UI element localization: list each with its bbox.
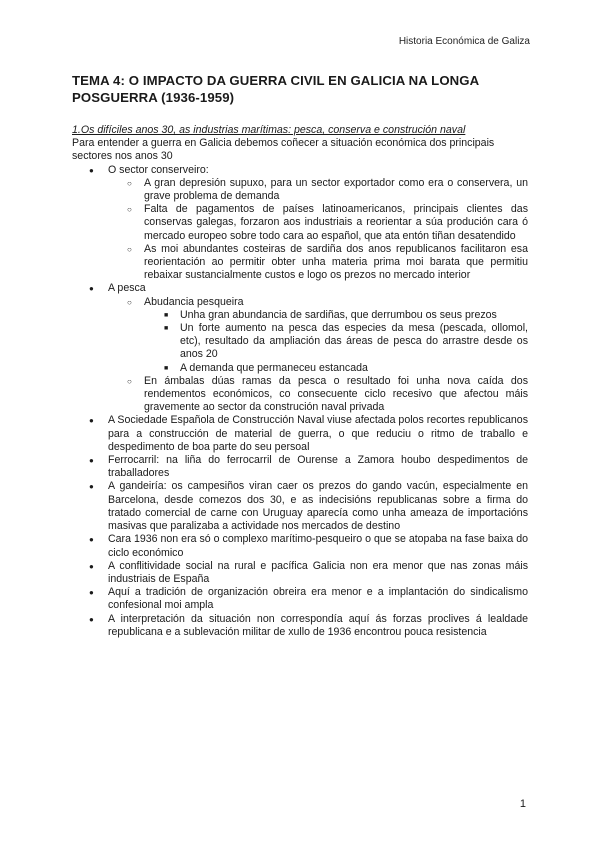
list-item (72, 282, 528, 414)
list-item: ○ En ámbalas dúas ramas da pesca o resultado foi unha nova caída dos rendementos económicos, co consecuente ciclo recesivo que afectou máis gravemente ao sector da construción naval privada (108, 375, 528, 415)
list-item: ■ Un forte aumento na pesca das especies da mesa (pescada, ollomol, etc), resultado da ampliación das áreas de pesca do arrastre desde os anos 20 (144, 322, 528, 362)
list-item: ○ As moi abundantes costeiras de sardiña dos anos republicanos facilitaron esa reorientación ao permitir obter unha materia prima moi barata que permitiu rebaixar sustancialmente custos e logo os prezos no mercado interior (108, 243, 528, 283)
list-item-label: O sector conserveiro: (108, 163, 209, 176)
list-item (72, 164, 528, 283)
sub-bullet-list (108, 296, 528, 415)
list-item-label: A pesca (108, 282, 146, 295)
main-bullet-list (72, 164, 528, 639)
list-item (108, 296, 528, 375)
intro-paragraph: Para entender a guerra en Galicia debemos coñecer a situación económica dos principais sectores nos anos 30 (72, 137, 495, 163)
list-item: ● A interpretación da situación non correspondía aquí ás forzas proclives á lealdade republicana e a sublevación militar de xullo de 1936 encontrou pouca resistencia (72, 613, 528, 639)
list-item: ● Cara 1936 non era só o complexo marítimo-pesqueiro o que se atopaba na fase baixa do ciclo económico (72, 533, 528, 559)
list-item: ● A Sociedade Española de Construcción Naval viuse afectada polos recortes republicanos para a construcción de material de guerra, o que reduciu o ritmo de traballo e despedimento de boa parte do seu persoal (72, 414, 528, 454)
list-item-label: Abudancia pesqueira (144, 295, 244, 308)
running-header: Historia Económica de Galiza (398, 36, 530, 47)
list-item: ■ Unha gran abundancia de sardiñas, que derrumbou os seus prezos (144, 309, 528, 322)
list-item: ○ Falta de pagamentos de países latinoamericanos, principais clientes das conservas galegas, forzaron aos industriais a reorientar a súa produción cara ó mercado europeo sobre todo cara ao español, que ata entón tiñan desatendido (108, 203, 528, 243)
list-item: ■ A demanda que permaneceu estancada (144, 362, 528, 375)
list-item: ● Ferrocarril: na liña do ferrocarril de Ourense a Zamora houbo despedimentos de traballadores (72, 454, 528, 480)
sub-bullet-list (108, 177, 528, 283)
sub-sub-bullet-list (144, 309, 528, 375)
page-number: 1 (519, 798, 526, 810)
list-item: ● Aquí a tradición de organización obreira era menor e a implantación do sindicalismo confesional moi ampla (72, 586, 528, 612)
document-body (72, 124, 528, 639)
list-item: ● A conflitividade social na rural e pacífica Galicia non era menor que nas zonas máis industriais de España (72, 560, 528, 586)
list-item: ○ A gran depresión supuxo, para un sector exportador como era o conservera, un grave problema de demanda (108, 177, 528, 203)
list-item: ● A gandeiría: os campesiños viran caer os prezos do gando vacún, especialmente en Barcelona, desde comezos dos 30, e as indecisións republicanas sobre a firma do tratado comercial de carne con Uruguay aparecía como unha ameaza de importacións masivas que paralizaba a actividade nos mercados de destino (72, 480, 528, 533)
page-title: TEMA 4: O IMPACTO DA GUERRA CIVIL EN GALICIA NA LONGA POSGUERRA (1936-1959) (72, 73, 479, 105)
section-heading: 1.Os difíciles anos 30, as industrias marítimas: pesca, conserva e construción naval (72, 124, 466, 136)
